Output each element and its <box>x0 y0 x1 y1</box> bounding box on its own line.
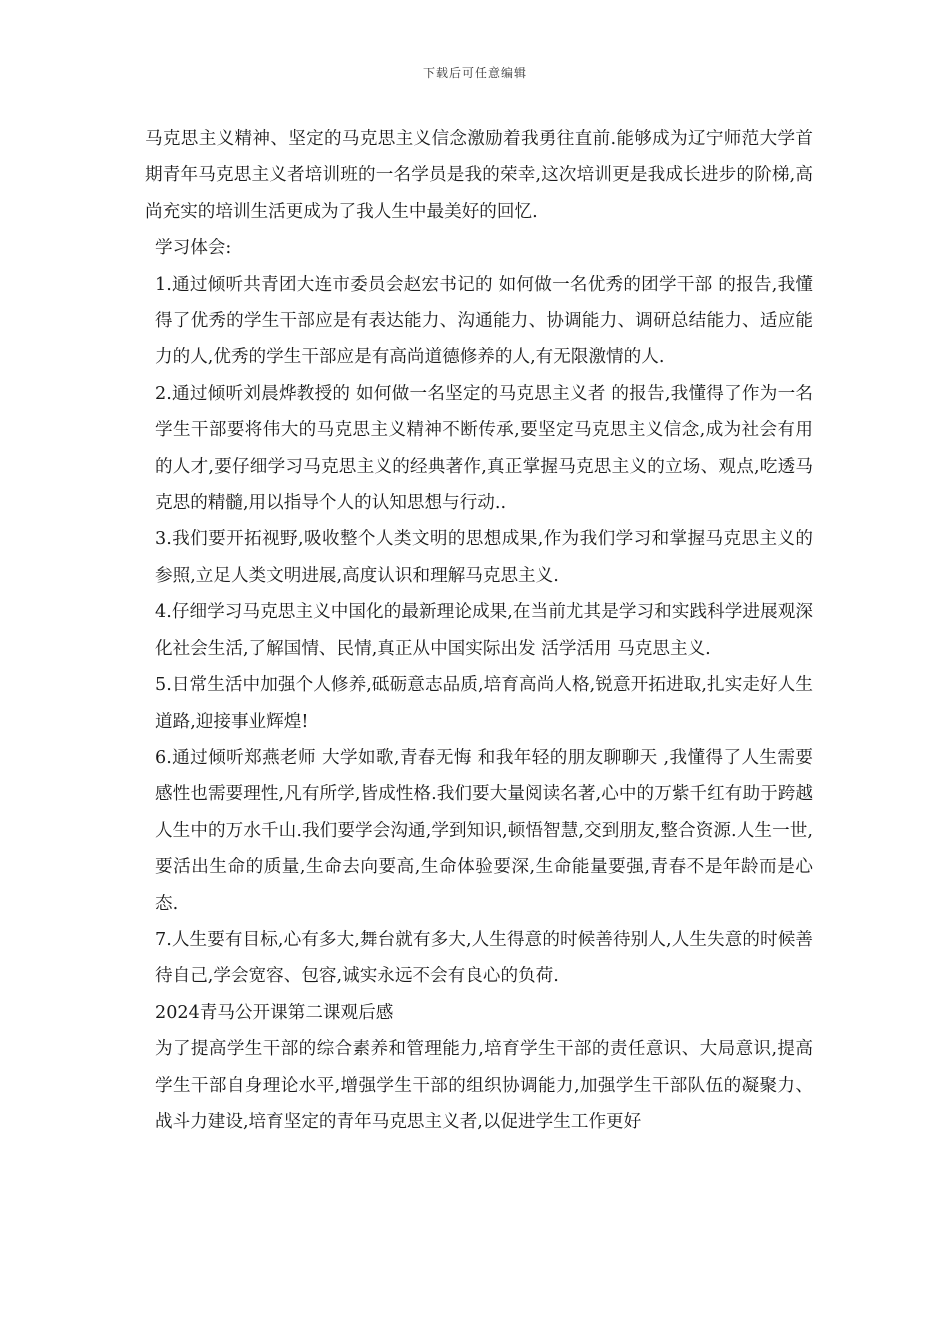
paragraph-item-1: 1.通过倾听共青团大连市委员会赵宏书记的 如何做一名优秀的团学干部 的报告,我懂得了优秀的学生干部应是有表达能力、沟通能力、协调能力、调研总结能力、适应能力的人,优秀的学生干部应是有高尚道德修养的人,有无限激情的人. <box>155 274 813 368</box>
paragraph-item-3: 3.我们要开拓视野,吸收整个人类文明的思想成果,作为我们学习和掌握马克思主义的参照,立足人类文明进展,高度认识和理解马克思主义. <box>155 529 813 586</box>
paragraph-closing: 为了提高学生干部的综合素养和管理能力,培育学生干部的责任意识、大局意识,提高学生干部自身理论水平,增强学生干部的组织协调能力,加强学生干部队伍的凝聚力、战斗力建设,培育坚定的青年马克思主义者,以促进学生工作更好 <box>155 1039 813 1132</box>
paragraph-item-4: 4.仔细学习马克思主义中国化的最新理论成果,在当前尤其是学习和实践科学进展观深化社会生活,了解国情、民情,真正从中国实际出发 活学活用 马克思主义. <box>155 602 813 659</box>
paragraph-intro: 马克思主义精神、坚定的马克思主义信念激励着我勇往直前.能够成为辽宁师范大学首期青年马克思主义者培训班的一名学员是我的荣幸,这次培训更是我成长进步的阶梯,高尚充实的培训生活更成为了我人生中最美好的回忆. <box>145 129 813 222</box>
section-title: 2024青马公开课第二课观后感 <box>155 1002 394 1023</box>
paragraph-item-7: 7.人生要有目标,心有多大,舞台就有多大,人生得意的时候善待别人,人生失意的时候善待自己,学会宽容、包容,诚实永远不会有良心的负荷. <box>155 929 813 987</box>
paragraph-item-5: 5.日常生活中加强个人修养,砥砺意志品质,培育高尚人格,锐意开拓进取,扎实走好人生道路,迎接事业辉煌! <box>155 675 813 732</box>
paragraph-heading-study: 学习体会: <box>155 238 232 259</box>
paragraph-item-2: 2.通过倾听刘晨烨教授的 如何做一名坚定的马克思主义者 的报告,我懂得了作为一名学生干部要将伟大的马克思主义精神不断传承,要坚定马克思主义信念,成为社会有用的人才,要仔细学习马克思主义的经典著作,真正掌握马克思主义的立场、观点,吃透马克思的精髓,用以指导个人的认知思想与行动.. <box>155 383 813 514</box>
document-body <box>145 121 813 1140</box>
paragraph-item-6: 6.通过倾听郑燕老师 大学如歌,青春无悔 和我年轻的朋友聊聊天 ,我懂得了人生需要感性也需要理性,凡有所学,皆成性格.我们要大量阅读名著,心中的万紫千红有助于跨越人生中的万水千山.我们要学会沟通,学到知识,顿悟智慧,交到朋友,整合资源.人生一世,要活出生命的质量,生命去向要高,生命体验要深,生命能量要强,青春不是年龄而是心态. <box>155 747 813 914</box>
page-header: 下载后可任意编辑 <box>422 66 527 80</box>
